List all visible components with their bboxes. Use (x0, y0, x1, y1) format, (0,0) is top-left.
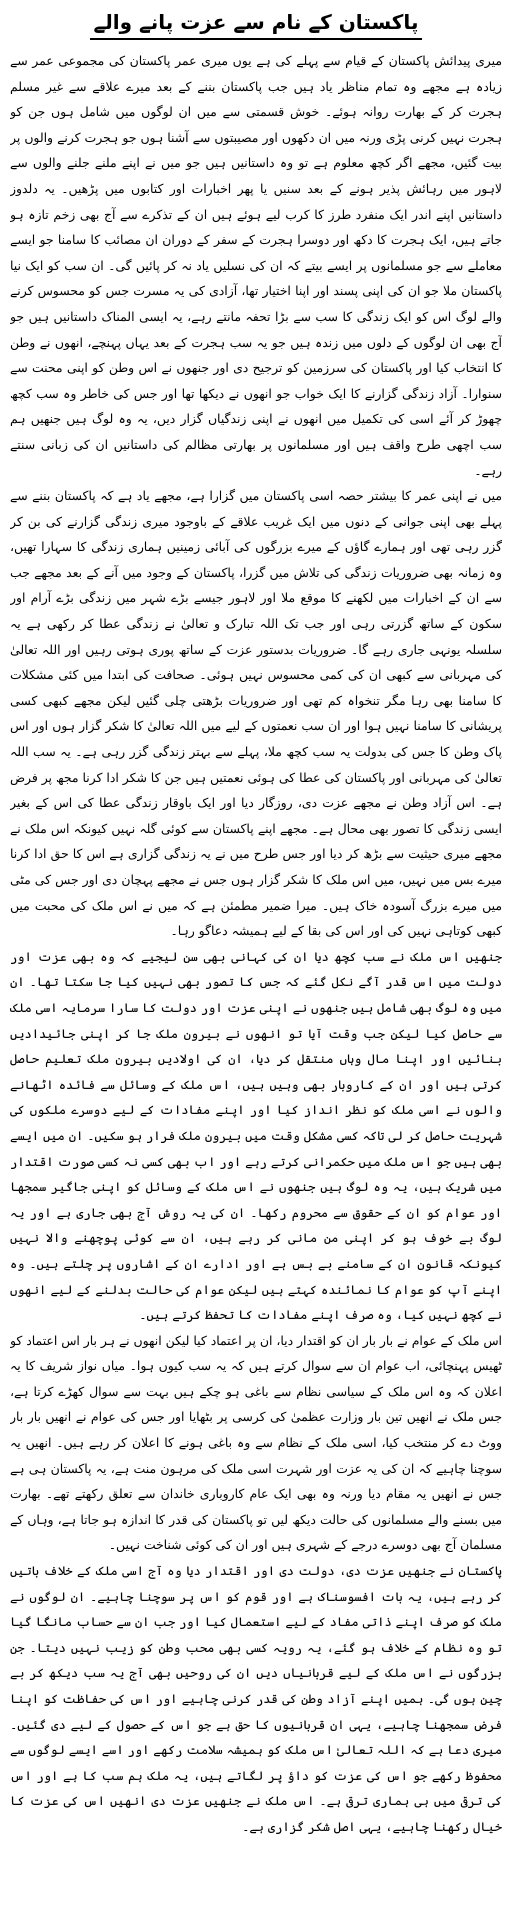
paragraph-3: جنھیں اس ملک نے سب کچھ دیا ان کی کہانی بھی سن لیجیے کہ وہ بھی عزت اور دولت میں اس قدر آگے نکل گئے کہ جس کا تصور بھی نہیں کیا جا سکتا تھا۔ ان میں وہ لوگ بھی شامل ہیں جنھوں نے اپنی عزت اور دولت کا سارا سرمایہ اسی ملک سے حاصل کیا لیکن جب وقت آیا تو انھوں نے بیرون ملک جا کر اپنی جائیدادیں بنائیں اور اپنا مال وہاں منتقل کر دیا، ان کی اولادیں بیرون ملک تعلیم حاصل کرتی ہیں اور ان کے کاروبار بھی وہیں ہیں، اس ملک کے وسائل سے فائدہ اٹھانے والوں نے اسی ملک کو نظر انداز کیا اور اپنے مفادات کے لیے دوسرے ملکوں کی شہریت حاصل کر لی تاکہ کسی مشکل وقت میں بیرون ملک فرار ہو سکیں۔ ان میں ایسے بھی ہیں جو اس ملک میں حکمرانی کرتے رہے اور اب بھی کسی نہ کسی صورت اقتدار میں شریک ہیں، یہ وہ لوگ ہیں جنھوں نے اس ملک کے وسائل کو اپنی جاگیر سمجھا اور عوام کو ان کے حقوق سے محروم رکھا۔ ان کی یہ روش آج بھی جاری ہے اور یہ لوگ بے خوف ہو کر اپنی من مانی کر رہے ہیں، ان سے کوئی پوچھنے والا نہیں کیونکہ قانون ان کے سامنے بے بس ہے اور ادارے ان کے اشاروں پر چلتے ہیں۔ وہ اپنے آپ کو عوام کا نمائندہ کہتے ہیں لیکن عوام کی حالت بدلنے کے لیے انھوں نے کچھ نہیں کیا، وہ صرف اپنے مفادات کا تحفظ کرتے ہیں۔ (10, 948, 502, 1323)
paragraph-1: میری پیدائش پاکستان کے قیام سے پہلے کی ہے یوں میری عمر پاکستان کی مجموعی عمر سے زیادہ ہے مجھے وہ تمام مناظر یاد ہیں جب پاکستان بننے کے بعد میرے علاقے سے غیر مسلم ہجرت کر کے بھارت روانہ ہوئے۔ خوش قسمتی سے میں ان لوگوں میں شامل ہوں جن کو ہجرت نہیں کرنی پڑی ورنہ میں ان دکھوں اور مصیبتوں سے آشنا ہوں جو ہجرت کرنے والوں پر بیت گئیں، مجھے اگر کچھ معلوم ہے تو وہ داستانیں ہیں جو میں نے اپنے ملنے جلنے والوں سے لاہور میں رہائش پذیر ہونے کے بعد سنیں یا پھر اخبارات اور کتابوں میں پڑھیں۔ یہ دلدوز داستانیں اپنے اندر ایک منفرد طرز کا کرب لیے ہوئے ہیں ان کے تذکرے سے آج بھی زخم تازہ ہو جاتے ہیں، ایک ہجرت کا دکھ اور دوسرا ہجرت کے سفر کے دوران ان مصائب کا سامنا جو ایسے معاملے سے جو مسلمانوں پر ایسے بیتے کہ ان کی نسلیں یاد نہ کر پائیں گی۔ ان سب کو ایک نیا پاکستان ملا جو ان کی اپنی پسند اور اپنا اختیار تھا، آزادی کی یہ مسرت جس کو محسوس کرنے والے لوگ اس کو ایک زندگی کا سب سے بڑا تحفہ مانتے رہے، یہ ایسی المناک داستانیں ہیں جو آج بھی ان لوگوں کے دلوں میں زندہ ہیں جو یہ سب ہجرت کے بعد یہاں پہنچے، انھوں نے وطن کا انتخاب کیا اور پاکستان کی سرزمین کو ترجیح دی اور جنھوں نے اس وطن کو اپنی محنت سے سنوارا۔ آزاد زندگی گزارنے کا ایک خواب جو انھوں نے دیکھا تھا اور جس کی خاطر وہ سب کچھ چھوڑ کر آئے اسی کی تکمیل میں انھوں نے اپنی زندگیاں گزار دیں، یہ وہ لوگ ہیں جنھیں ہم سب اچھی طرح واقف ہیں اور مسلمانوں پر بھارتی مظالم کی داستانیں ان کی زبانی سنتے رہے۔ (10, 53, 502, 478)
headline-area (10, 8, 502, 48)
article-headline: پاکستان کے نام سے عزت پانے والے (90, 8, 423, 40)
paragraph-5: پاکستان نے جنھیں عزت دی، دولت دی اور اقتدار دیا وہ آج اسی ملک کے خلاف باتیں کر رہے ہیں، یہ بات افسوسناک ہے اور قوم کو اس پر سوچنا چاہیے۔ ان لوگوں نے ملک کو صرف اپنے ذاتی مفاد کے لیے استعمال کیا اور جب ان سے حساب مانگا گیا تو وہ نظام کے خلاف ہو گئے، یہ رویہ کسی بھی محب وطن کو زیب نہیں دیتا۔ جن بزرگوں نے اس ملک کے لیے قربانیاں دیں ان کی روحیں بھی آج یہ سب دیکھ کر بے چین ہوں گی۔ ہمیں اپنے آزاد وطن کی قدر کرنی چاہیے اور اس کی حفاظت کو اپنا فرض سمجھنا چاہیے، یہی ان قربانیوں کا حق ہے جو اس کے حصول کے لیے دی گئیں۔ میری دعا ہے کہ اللہ تعالیٰ اس ملک کو ہمیشہ سلامت رکھے اور اسے ایسے لوگوں سے محفوظ رکھے جو اس کی عزت کو داؤ پر لگاتے ہیں، یہ ملک ہم سب کا ہے اور اس کی ترقی میں ہی ہماری ترقی ہے۔ اس ملک نے جنھیں عزت دی انھیں اس کی عزت کا خیال رکھنا چاہیے، یہی اصل شکر گزاری ہے۔ (10, 1563, 502, 1834)
paragraph-2: میں نے اپنی عمر کا بیشتر حصہ اسی پاکستان میں گزارا ہے، مجھے یاد ہے کہ پاکستان بننے سے پہلے بھی اپنی جوانی کے دنوں میں ایک غریب علاقے کے باوجود میری زندگی گزارنے کی بن کر گزر رہی تھی اور ہمارے گاؤں کے میرے بزرگوں کی آبائی زمینیں ہماری زندگی کا سہارا تھیں، وہ زمانہ بھی ضروریات زندگی کی تلاش میں گزرا، پاکستان کے وجود میں آنے کے بعد مجھے جب سے ان کے اخبارات میں لکھنے کا موقع ملا اور لاہور جیسے بڑے شہر میں زندگی بڑے آرام اور سکون کے ساتھ گزرتی رہی اور جب تک اللہ تبارک و تعالیٰ نے زندگی عطا کر رکھی ہے یہ سلسلہ یونہی جاری رہے گا۔ ضروریات بدستور عزت کے ساتھ پوری ہوتی رہیں اور اللہ تعالیٰ کی مہربانی سے کبھی ان کی کمی محسوس نہیں ہوئی۔ صحافت کی ابتدا میں کئی مشکلات کا سامنا بھی رہا مگر تنخواہ کم تھی اور ضروریات بڑھتی چلی گئیں لیکن مجھے کبھی کسی پریشانی کا سامنا نہیں ہوا اور ان سب نعمتوں کے لیے میں اللہ تعالیٰ کا شکر گزار ہوں اور اس پاک وطن کا جس کی بدولت یہ سب کچھ ملا، پہلے سے بہتر زندگی گزر رہی ہے۔ یہ سب اللہ تعالیٰ کی مہربانی اور پاکستان کی عطا کی ہوئی نعمتیں ہیں جن کا شکر ادا کرنا مجھ پر فرض ہے۔ اس آزاد وطن نے مجھے عزت دی، روزگار دیا اور ایک باوقار زندگی عطا کی اس کے بغیر ایسی زندگی کا تصور بھی محال ہے۔ مجھے اپنے پاکستان سے کوئی گلہ نہیں کیونکہ اس ملک نے مجھے میری حیثیت سے بڑھ کر دیا اور جس طرح میں نے یہ زندگی گزاری ہے اس کا حق ادا کرنا میرے بس میں نہیں، میں اس ملک کا شکر گزار ہوں جس نے مجھے پہچان دی اور جس کی مٹی میں میرے بزرگ آسودہ خاک ہیں۔ میرا ضمیر مطمئن ہے کہ میں نے اس ملک کی محبت میں کبھی کوتاہی نہیں کی اور اس کی بقا کے لیے ہمیشہ دعاگو رہا۔ (10, 488, 502, 939)
paragraph-4: اس ملک کے عوام نے بار بار ان کو اقتدار دیا، ان پر اعتماد کیا لیکن انھوں نے ہر بار اس اعتماد کو ٹھیس پہنچائی، اب عوام ان سے سوال کرتے ہیں کہ یہ سب کیوں ہوا۔ میاں نواز شریف کا یہ اعلان کہ وہ اس ملک کے سیاسی نظام سے باغی ہو چکے ہیں بہت سے سوال کھڑے کرتا ہے، جس ملک نے انھیں تین بار وزارت عظمیٰ کی کرسی پر بٹھایا اور جس کی عوام نے انھیں بار بار ووٹ دے کر منتخب کیا، اسی ملک کے نظام سے وہ باغی ہونے کا اعلان کر رہے ہیں۔ انھیں یہ سوچنا چاہیے کہ ان کی یہ عزت اور شہرت اسی ملک کی مرہون منت ہے، یہ پاکستان ہی ہے جس نے انھیں یہ مقام دیا ورنہ وہ بھی ایک عام کاروباری خاندان سے تعلق رکھتے تھے۔ بھارت میں بسنے والے مسلمانوں کی حالت دیکھ لیں تو پاکستان کی قدر کا اندازہ ہو جاتا ہے، وہاں کے مسلمان آج بھی دوسرے درجے کے شہری ہیں اور ان کی کوئی شناخت نہیں۔ (10, 1332, 502, 1553)
article-body (10, 48, 502, 1898)
